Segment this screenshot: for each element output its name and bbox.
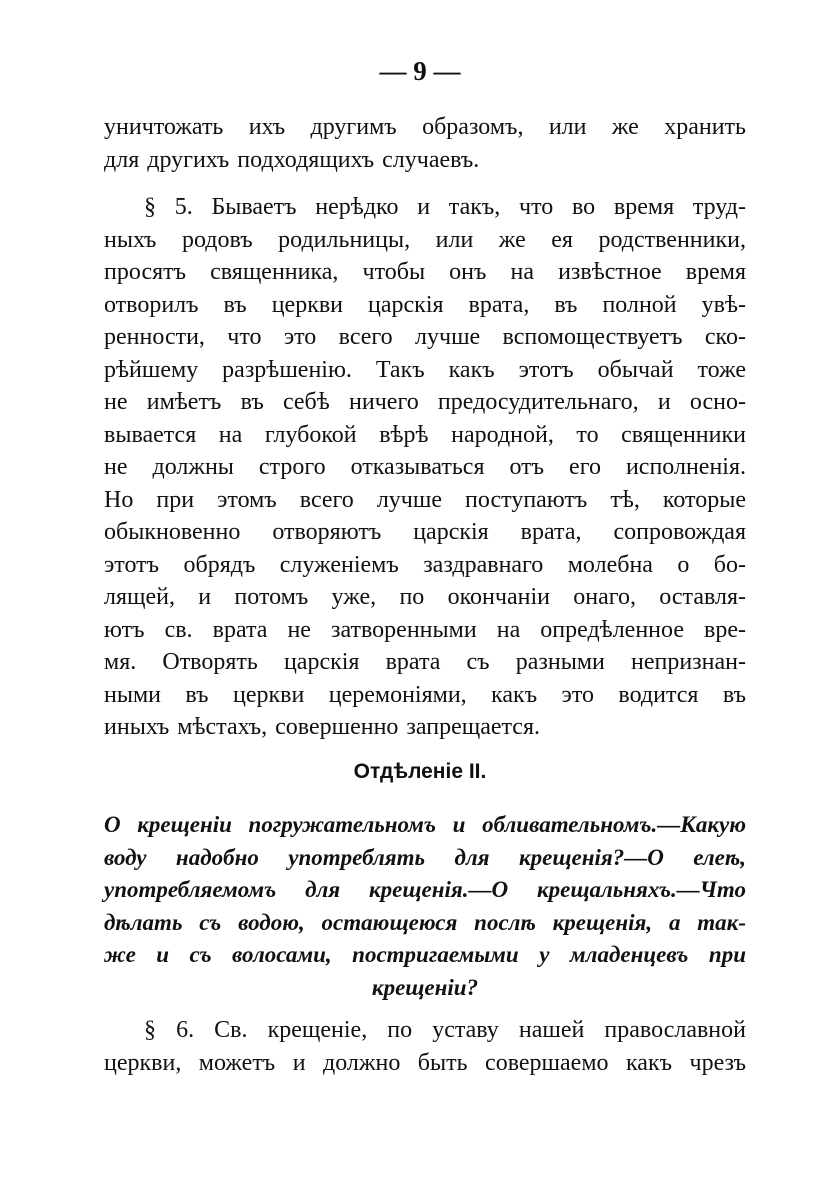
text-line: для другихъ подходящихъ случаевъ. — [104, 146, 480, 173]
text-line: Но при этомъ всего лучше поступаютъ тѣ, которые — [104, 486, 746, 513]
text-line: § 5. Бываетъ нерѣдко и такъ, что во время труд- — [144, 194, 746, 220]
paragraph-6 — [104, 1014, 746, 1079]
text-line: ными въ церкви церемоніями, какъ это водится въ — [104, 681, 746, 708]
text-line: лящей, и потомъ уже, по окончаніи онаго, оставля- — [104, 584, 746, 610]
text-line: обыкновенно отворяютъ царскія врата, сопровождая — [104, 519, 746, 545]
text-line: употребляемомъ для крещенія.—О крещальняхъ.—Что — [104, 877, 746, 902]
section-summary — [104, 809, 746, 1004]
text-line: рѣйшему разрѣшенію. Такъ какъ этотъ обычай тоже — [104, 356, 746, 383]
text-line: не имѣетъ въ себѣ ничего предосудительнаго, и осно- — [104, 389, 746, 415]
paragraph-5 — [104, 191, 746, 744]
text-line: крещеніи? — [371, 974, 479, 1000]
text-line: ютъ св. врата не затворенными на опредѣленное вре- — [104, 616, 746, 643]
text-line: дѣлать съ водою, остающеюся послѣ крещенія, а так- — [104, 909, 746, 935]
text-line: ныхъ родовъ родильницы, или же ея родственники, — [104, 226, 746, 253]
text-line: отворилъ въ церкви царскія врата, въ полной увѣ- — [104, 291, 746, 318]
text-line: § 6. Св. крещеніе, по уставу нашей православной — [144, 1017, 746, 1043]
text-line: не должны строго отказываться отъ его исполненія. — [104, 454, 746, 480]
text-line: просятъ священника, чтобы онъ на извѣстное время — [104, 259, 746, 285]
text-line: церкви, можетъ и должно быть совершаемо какъ чрезъ — [104, 1049, 746, 1076]
page-number: — 9 — — [379, 56, 461, 86]
continued-paragraph — [104, 111, 746, 176]
text-line: воду надобно употреблять для крещенія?—О елеѣ, — [104, 844, 746, 870]
text-line: О крещеніи погружательномъ и обливательномъ.—Какую — [104, 812, 746, 837]
text-line: же и съ волосами, постригаемыми у младенцевъ при — [104, 942, 746, 967]
text-line: этотъ обрядъ служеніемъ заздравнаго молебна о бо- — [104, 551, 746, 578]
text-line: уничтожать ихъ другимъ образомъ, или же хранить — [104, 114, 746, 140]
text-line: вывается на глубокой вѣрѣ народной, то священники — [104, 421, 746, 448]
section-heading: Отдѣленіе II. — [353, 760, 487, 783]
text-line: ренности, что это всего лучше вспомоществуетъ ско- — [104, 324, 746, 350]
text-line: иныхъ мѣстахъ, совершенно запрещается. — [104, 714, 540, 740]
text-line: мя. Отворять царскія врата съ разными непризнан- — [104, 649, 746, 675]
